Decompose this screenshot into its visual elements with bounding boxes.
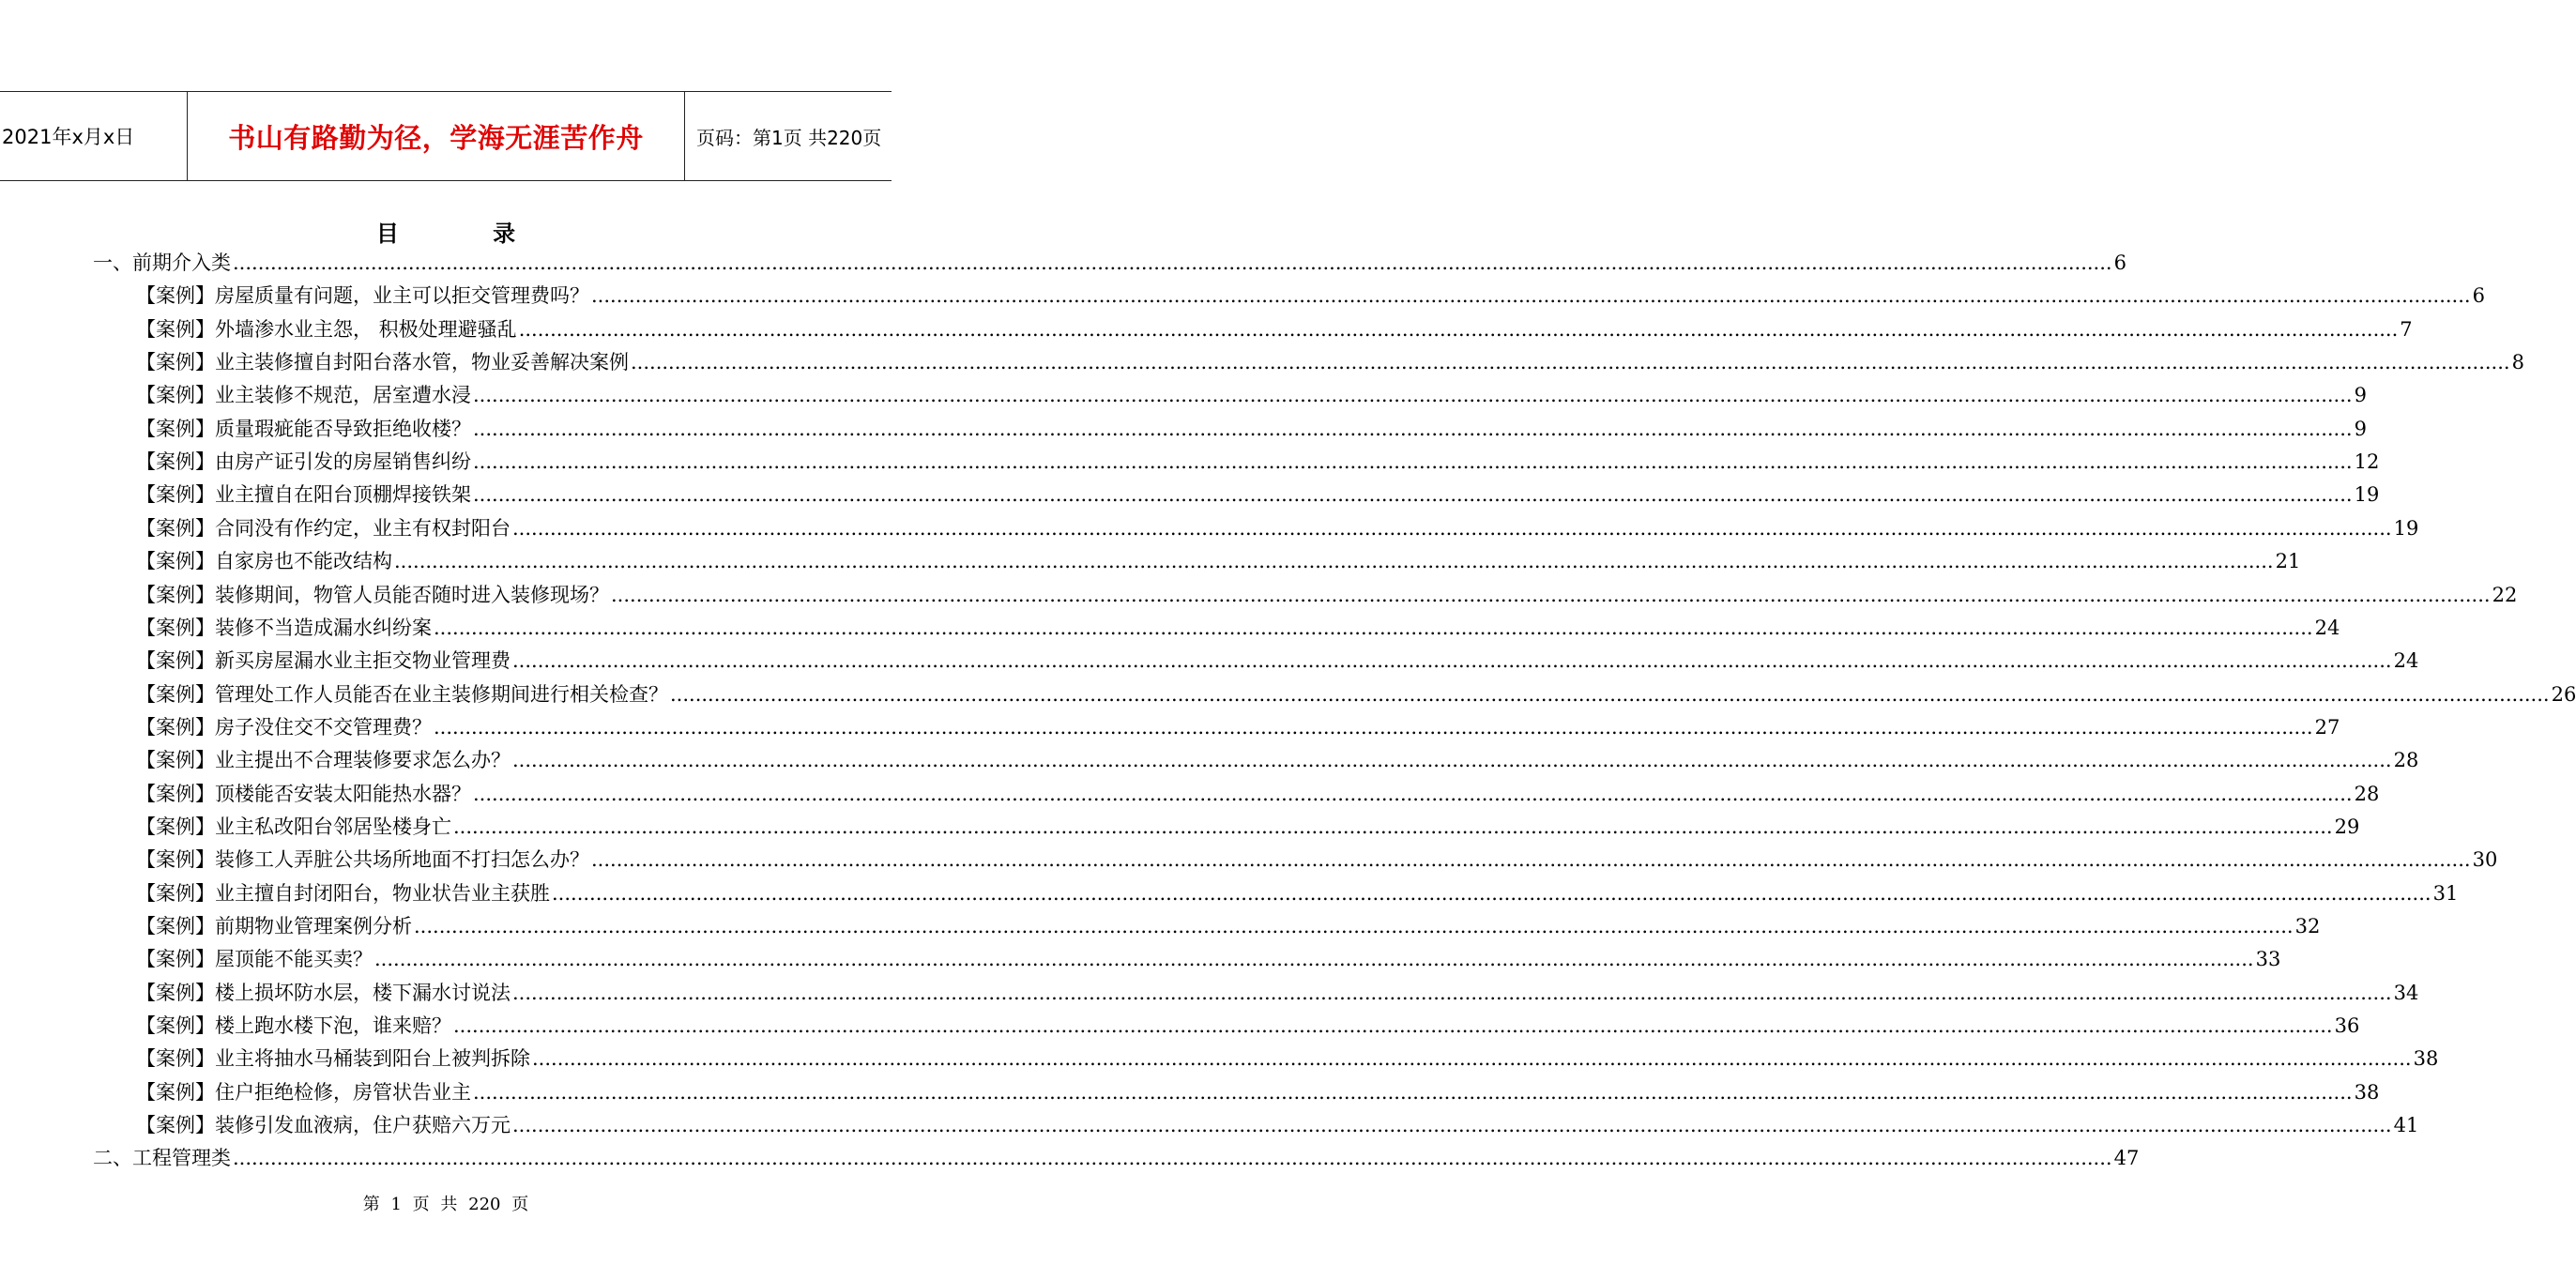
- toc-case-entry[interactable]: [136, 413, 2367, 446]
- toc-case-entry[interactable]: [136, 943, 2281, 976]
- toc-dot-leader: ............................................................................................................................................................................................................................................................................................................: [512, 981, 2392, 1004]
- toc-dot-leader: ............................................................................................................................................................................................................................................................................................................: [512, 516, 2392, 540]
- toc-dot-leader: ............................................................................................................................................................................................................................................................................................................: [473, 483, 2353, 507]
- toc-entry-page: 31: [2432, 881, 2459, 905]
- toc-case-entry[interactable]: [136, 711, 2340, 744]
- toc-entry-page: 21: [2275, 550, 2301, 573]
- toc-entry-page: 36: [2334, 1014, 2360, 1038]
- toc-case-entry[interactable]: [136, 612, 2340, 645]
- header-date: 2021年x月x日: [0, 92, 188, 180]
- toc-case-entry[interactable]: [136, 844, 2498, 876]
- toc-case-entry[interactable]: [136, 512, 2419, 545]
- toc-dot-leader: ............................................................................................................................................................................................................................................................................................................: [518, 317, 2399, 341]
- toc-entry-page: 19: [2354, 483, 2380, 507]
- toc-entry-page: 27: [2314, 715, 2340, 739]
- toc-entry-label: 【案例】业主提出不合理装修要求怎么办？: [136, 749, 511, 772]
- header-page-info: 页码：第1页 共220页: [696, 126, 882, 149]
- toc-entry-label: 【案例】自家房也不能改结构: [136, 550, 392, 573]
- toc-dot-leader: ............................................................................................................................................................................................................................................................................................................: [591, 848, 2471, 872]
- toc-dot-leader: ............................................................................................................................................................................................................................................................................................................: [473, 1080, 2353, 1104]
- toc-case-entry[interactable]: [136, 645, 2419, 678]
- toc-dot-leader: ............................................................................................................................................................................................................................................................................................................: [512, 1114, 2392, 1137]
- toc-case-entry[interactable]: [136, 579, 2518, 612]
- toc-entry-label: 【案例】业主装修擅自封阳台落水管，物业妥善解决案例: [136, 351, 629, 374]
- toc-case-entry[interactable]: [136, 910, 2321, 943]
- toc-entry-label: 二、工程管理类: [93, 1147, 231, 1170]
- toc-case-entry[interactable]: [136, 446, 2380, 479]
- toc-entry-label: 【案例】合同没有作约定，业主有权封阳台: [136, 516, 511, 540]
- toc-entry-label: 【案例】装修期间，物管人员能否随时进入装修现场？: [136, 583, 609, 606]
- toc-entry-page: 28: [2393, 749, 2419, 772]
- toc-entry-page: 22: [2492, 583, 2518, 606]
- toc-entry-page: 38: [2354, 1080, 2380, 1104]
- toc-dot-leader: ............................................................................................................................................................................................................................................................................................................: [473, 417, 2353, 440]
- toc-entry-label: 【案例】业主将抽水马桶装到阳台上被判拆除: [136, 1047, 530, 1071]
- toc-entry-page: 30: [2472, 848, 2498, 872]
- toc-entry-page: 41: [2393, 1114, 2419, 1137]
- toc-dot-leader: ............................................................................................................................................................................................................................................................................................................: [631, 351, 2510, 374]
- toc-dot-leader: ............................................................................................................................................................................................................................................................................................................: [233, 1147, 2112, 1170]
- toc-entry-label: 【案例】屋顶能不能买卖？: [136, 948, 373, 971]
- header-band: [0, 91, 892, 181]
- toc-dot-leader: ............................................................................................................................................................................................................................................................................................................: [374, 948, 2254, 971]
- toc-dot-leader: ............................................................................................................................................................................................................................................................................................................: [394, 550, 2274, 573]
- toc-case-entry[interactable]: [136, 1076, 2380, 1109]
- toc-dot-leader: ............................................................................................................................................................................................................................................................................................................: [512, 649, 2392, 673]
- toc-dot-leader: ............................................................................................................................................................................................................................................................................................................: [512, 749, 2392, 772]
- toc-case-entry[interactable]: [136, 1043, 2439, 1075]
- toc-dot-leader: ............................................................................................................................................................................................................................................................................................................: [473, 384, 2353, 407]
- toc-case-entry[interactable]: [136, 545, 2301, 578]
- toc-entry-label: 【案例】新买房屋漏水业主拒交物业管理费: [136, 649, 511, 673]
- toc-entry-label: 【案例】装修不当造成漏水纠纷案: [136, 616, 432, 639]
- toc-entry-page: 24: [2393, 649, 2419, 673]
- toc-entry-page: 19: [2393, 516, 2419, 540]
- toc-dot-leader: ............................................................................................................................................................................................................................................................................................................: [611, 583, 2491, 606]
- toc-section-entry[interactable]: [93, 247, 2126, 280]
- toc-dot-leader: ............................................................................................................................................................................................................................................................................................................: [453, 1014, 2333, 1038]
- toc-entry-page: 24: [2314, 616, 2340, 639]
- toc-dot-leader: ............................................................................................................................................................................................................................................................................................................: [591, 284, 2471, 308]
- toc-dot-leader: ............................................................................................................................................................................................................................................................................................................: [414, 915, 2294, 937]
- page-footer: 第 1 页 共 220 页: [362, 1195, 529, 1214]
- toc-entry-page: 9: [2354, 384, 2367, 407]
- header-motto: 书山有路勤为径，学海无涯苦作舟: [188, 92, 685, 180]
- toc-case-entry[interactable]: [136, 877, 2459, 910]
- toc-entry-label: 【案例】房屋质量有问题，业主可以拒交管理费吗？: [136, 284, 589, 308]
- toc-dot-leader: ............................................................................................................................................................................................................................................................................................................: [473, 782, 2353, 805]
- toc-entry-label: 【案例】管理处工作人员能否在业主装修期间进行相关检查？: [136, 682, 668, 706]
- toc-entry-label: 【案例】业主擅自封闭阳台，物业状告业主获胜: [136, 881, 550, 905]
- toc-entry-label: 【案例】外墙渗水业主怨， 积极处理避骚乱: [136, 317, 517, 341]
- toc-case-entry[interactable]: [136, 1010, 2360, 1043]
- toc-entry-page: 8: [2511, 351, 2524, 374]
- toc-entry-label: 【案例】楼上跑水楼下泡，谁来赔？: [136, 1014, 451, 1038]
- toc-entry-page: 32: [2294, 915, 2321, 937]
- toc-case-entry[interactable]: [136, 977, 2419, 1010]
- toc-case-entry[interactable]: [136, 778, 2380, 811]
- toc-entry-page: 47: [2113, 1147, 2140, 1170]
- toc-entry-label: 【案例】由房产证引发的房屋销售纠纷: [136, 450, 471, 474]
- toc-entry-page: 6: [2472, 284, 2485, 308]
- toc-entry-page: 6: [2113, 251, 2126, 274]
- toc-entry-page: 38: [2413, 1047, 2439, 1071]
- toc-case-entry[interactable]: [136, 479, 2380, 511]
- toc-case-entry[interactable]: [136, 313, 2413, 346]
- toc-dot-leader: ............................................................................................................................................................................................................................................................................................................: [552, 881, 2431, 905]
- toc-case-entry[interactable]: [136, 744, 2419, 777]
- toc-entry-label: 【案例】楼上损坏防水层，楼下漏水讨说法: [136, 981, 511, 1004]
- toc-dot-leader: ............................................................................................................................................................................................................................................................................................................: [670, 682, 2550, 706]
- toc-dot-leader: ............................................................................................................................................................................................................................................................................................................: [434, 715, 2313, 739]
- toc-entry-label: 【案例】装修引发血液病，住户获赔六万元: [136, 1114, 511, 1137]
- toc-entry-page: 26: [2551, 682, 2576, 706]
- toc-dot-leader: ............................................................................................................................................................................................................................................................................................................: [233, 251, 2112, 274]
- toc-dot-leader: ............................................................................................................................................................................................................................................................................................................: [434, 616, 2313, 639]
- toc-entry-label: 【案例】业主装修不规范，居室遭水浸: [136, 384, 471, 407]
- toc-dot-leader: ............................................................................................................................................................................................................................................................................................................: [453, 815, 2333, 838]
- toc-entry-page: 9: [2354, 417, 2367, 440]
- toc-entry-page: 7: [2400, 317, 2413, 341]
- toc-case-entry[interactable]: [136, 811, 2360, 844]
- toc-entry-label: 【案例】住户拒绝检修，房管状告业主: [136, 1080, 471, 1104]
- toc-entry-page: 28: [2354, 782, 2380, 805]
- toc-section-entry[interactable]: [93, 1142, 2140, 1175]
- toc-case-entry[interactable]: [136, 1109, 2419, 1142]
- toc-case-entry[interactable]: [136, 346, 2524, 379]
- toc-title: 目 录: [375, 220, 559, 247]
- toc-case-entry[interactable]: [136, 678, 2576, 711]
- toc-dot-leader: ............................................................................................................................................................................................................................................................................................................: [532, 1047, 2412, 1071]
- toc-entry-label: 【案例】顶楼能否安装太阳能热水器？: [136, 782, 471, 805]
- toc-dot-leader: ............................................................................................................................................................................................................................................................................................................: [473, 450, 2353, 474]
- toc-entry-label: 【案例】装修工人弄脏公共场所地面不打扫怎么办？: [136, 848, 589, 872]
- toc-case-entry[interactable]: [136, 280, 2485, 312]
- toc-entry-label: 【案例】业主私改阳台邻居坠楼身亡: [136, 815, 451, 838]
- toc-entry-label: 一、前期介入类: [93, 251, 231, 274]
- toc-entry-label: 【案例】业主擅自在阳台顶棚焊接铁架: [136, 483, 471, 507]
- toc-entry-page: 12: [2354, 450, 2380, 474]
- toc-entry-page: 33: [2255, 948, 2281, 971]
- toc-entry-page: 34: [2393, 981, 2419, 1004]
- toc-case-entry[interactable]: [136, 379, 2367, 412]
- toc-entry-label: 【案例】前期物业管理案例分析: [136, 915, 412, 937]
- toc-entry-label: 【案例】质量瑕疵能否导致拒绝收楼？: [136, 417, 471, 440]
- toc-entry-page: 29: [2334, 815, 2360, 838]
- toc-entry-label: 【案例】房子没住交不交管理费？: [136, 715, 432, 739]
